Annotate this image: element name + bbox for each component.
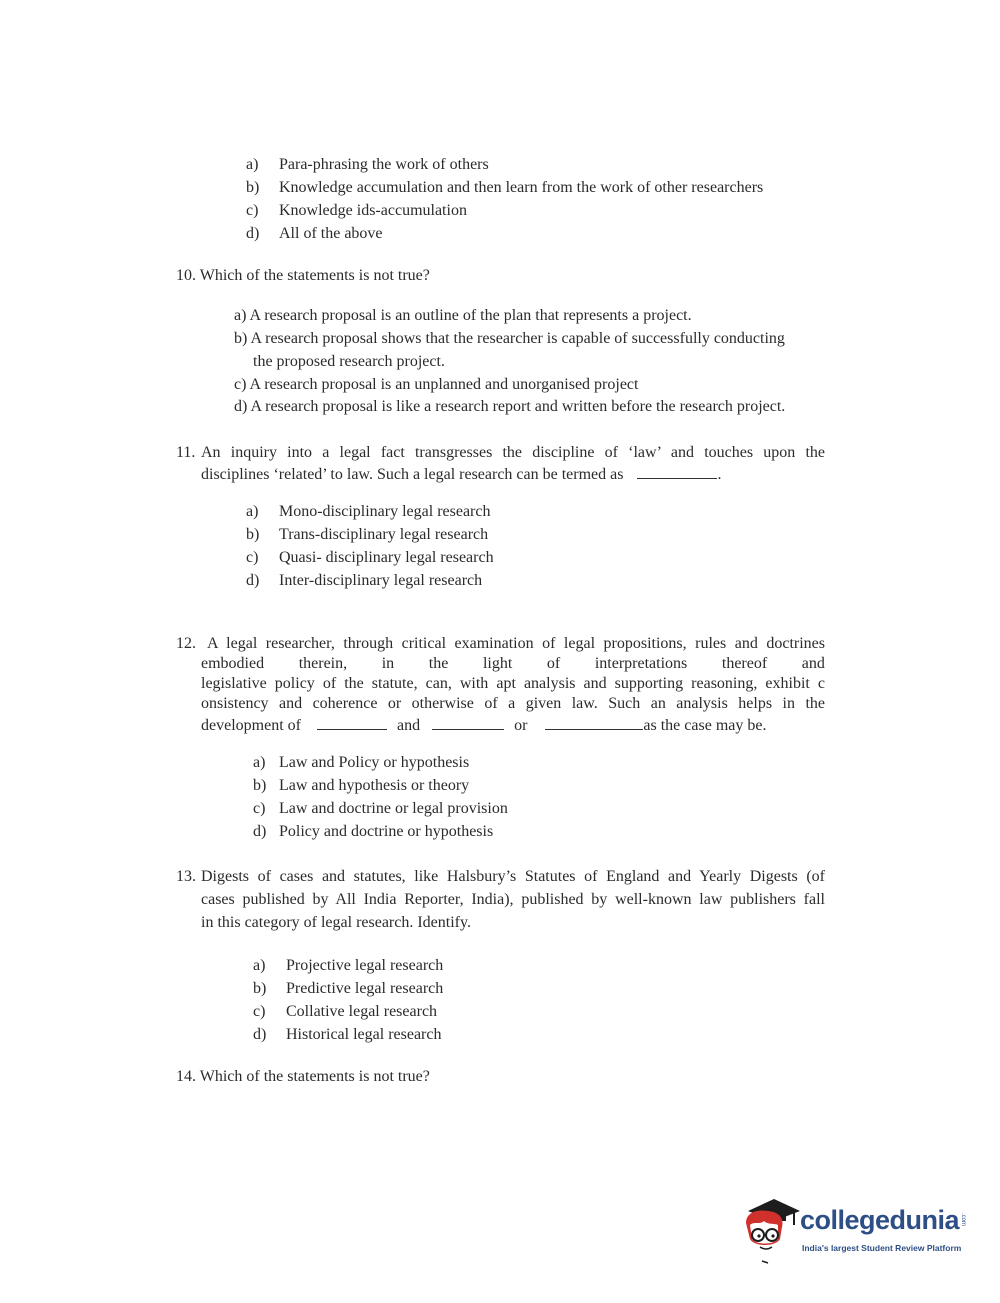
q12-option-label: b) <box>253 777 267 794</box>
q13-stem-line: cases published by All India Reporter, India), published by well-known law publishers fall <box>201 891 825 908</box>
q11-stem-line: An inquiry into a legal fact transgresses the discipline of ‘law’ and touches upon the <box>201 444 825 461</box>
q12-text: or <box>514 717 528 734</box>
q13-option-text: Projective legal research <box>286 957 444 974</box>
q12-word: thereof <box>721 655 768 672</box>
q12-word: the <box>428 655 449 672</box>
q12-stem-line <box>201 655 825 673</box>
answer-blank <box>432 715 504 730</box>
collegedunia-logo[interactable] <box>740 1195 970 1265</box>
q13-option-text: Collative legal research <box>286 1003 438 1020</box>
q10-option: b) A research proposal shows that the researcher is capable of successfully conducting <box>234 330 785 347</box>
q9-option-label: b) <box>246 179 260 196</box>
q12-text: development of <box>201 717 301 734</box>
q12-text: and <box>396 717 421 734</box>
q12-word: light <box>482 655 513 672</box>
q12-option-label: a) <box>253 754 266 771</box>
q12-word: in <box>381 655 395 672</box>
q11-stem-line <box>201 464 721 484</box>
q12-option-text: Policy and doctrine or hypothesis <box>279 823 494 840</box>
q10-stem: 10. Which of the statements is not true? <box>176 267 430 284</box>
q12-text: as the case may be. <box>643 717 767 734</box>
q10-option: c) A research proposal is an unplanned and unorganised project <box>234 376 639 393</box>
q12-word: interpretations <box>594 655 688 672</box>
q12-option-label: c) <box>253 800 266 817</box>
q12-word: embodied <box>201 655 265 672</box>
q12-option-text: Law and hypothesis or theory <box>279 777 470 794</box>
q11-option-text: Inter-disciplinary legal research <box>279 572 483 589</box>
q10-option: a) A research proposal is an outline of the plan that represents a project. <box>234 307 692 324</box>
q12-option-text: Law and Policy or hypothesis <box>279 754 470 771</box>
q12-stem-line: legislative policy of the statute, can, with apt analysis and supporting reasoning, exhibit c <box>201 675 825 692</box>
q12-stem-line: A legal researcher, through critical examination of legal propositions, rules and doctrines <box>207 635 825 652</box>
q11-stem-period: . <box>717 466 722 483</box>
q11-option-text: Trans-disciplinary legal research <box>279 526 489 543</box>
q13-number: 13. <box>176 868 196 885</box>
q11-option-label: a) <box>246 503 259 520</box>
logo-tagline: India's largest Student Review Platform <box>802 1243 962 1253</box>
q14-stem: 14. Which of the statements is not true? <box>176 1068 430 1085</box>
q11-option-label: d) <box>246 572 260 589</box>
logo-wordmark: collegedunia <box>800 1205 960 1235</box>
q11-stem-text: disciplines ‘related’ to law. Such a legal research can be termed as <box>201 466 624 483</box>
q9-option-text: All of the above <box>279 225 383 242</box>
q12-option-label: d) <box>253 823 267 840</box>
q13-option-text: Predictive legal research <box>286 980 444 997</box>
q12-option-text: Law and doctrine or legal provision <box>279 800 508 817</box>
q13-option-text: Historical legal research <box>286 1026 442 1043</box>
answer-blank <box>317 715 387 730</box>
q10-option-continuation: the proposed research project. <box>253 353 445 370</box>
q11-option-text: Quasi- disciplinary legal research <box>279 549 494 566</box>
q13-stem-line: Digests of cases and statutes, like Halsbury’s Statutes of England and Yearly Digests (of <box>201 868 825 885</box>
q13-stem-line: in this category of legal research. Identify. <box>201 914 471 931</box>
logo-dotcom: .com <box>960 1213 966 1227</box>
q12-word: of <box>546 655 561 672</box>
q9-option-label: d) <box>246 225 260 242</box>
q12-word: therein, <box>298 655 348 672</box>
q11-option-text: Mono-disciplinary legal research <box>279 503 491 520</box>
q9-option-label: c) <box>246 202 259 219</box>
q11-number: 11. <box>176 444 196 461</box>
q12-word: and <box>801 655 825 672</box>
mascot-icon <box>740 1195 802 1265</box>
q9-option-text: Para-phrasing the work of others <box>279 156 489 173</box>
q9-option-label: a) <box>246 156 259 173</box>
q13-option-label: a) <box>253 957 266 974</box>
q11-option-label: c) <box>246 549 259 566</box>
q9-option-text: Knowledge accumulation and then learn from the work of other researchers <box>279 179 764 196</box>
q9-option-text: Knowledge ids-accumulation <box>279 202 467 219</box>
q10-option: d) A research proposal is like a research report and written before the research project. <box>234 398 786 415</box>
q12-stem-line: onsistency and coherence or otherwise of a given law. Such an analysis helps in the <box>201 695 825 712</box>
answer-blank <box>637 464 717 479</box>
q13-option-label: c) <box>253 1003 266 1020</box>
q13-option-label: d) <box>253 1026 267 1043</box>
q13-option-label: b) <box>253 980 267 997</box>
q12-stem-line <box>201 715 766 735</box>
answer-blank <box>545 715 643 730</box>
q11-option-label: b) <box>246 526 260 543</box>
q12-number: 12. <box>176 635 196 652</box>
